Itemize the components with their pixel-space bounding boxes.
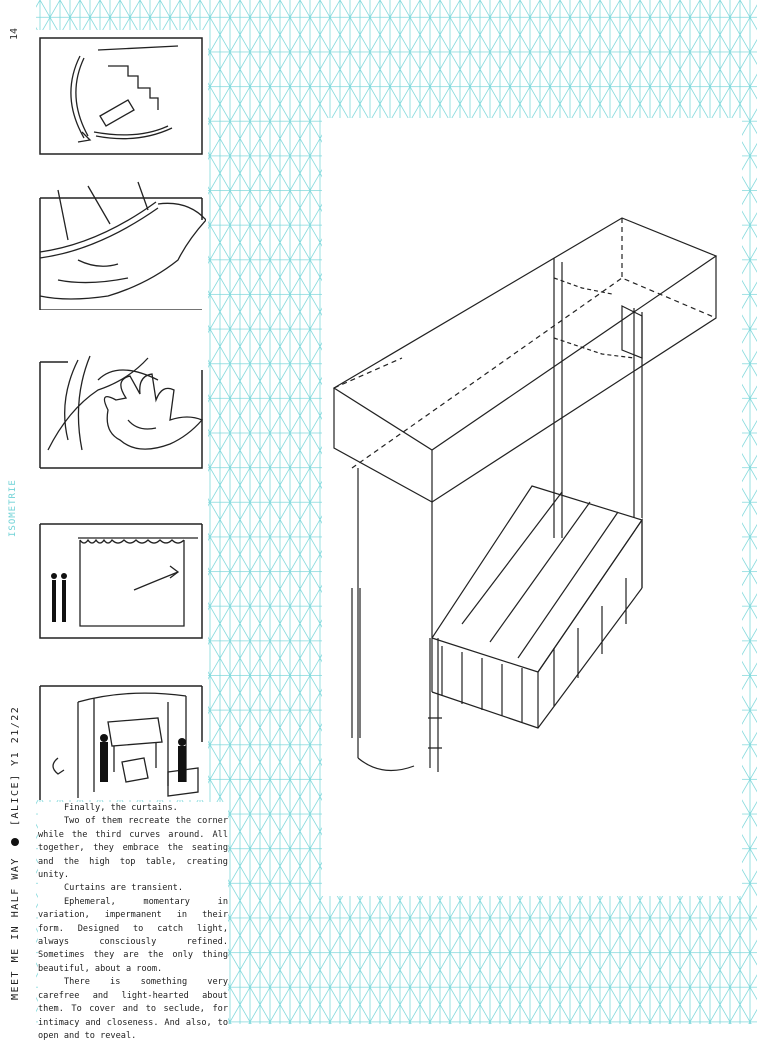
hanging-curtain-sketch [38,510,206,640]
side-running-title [10,706,21,1000]
isometric-drawing-panel [322,118,742,896]
caption-line: Ephemeral, momentary in variation, impermanent in their form. Designed to catch light, always consciously refined. Sometimes they are the only thing beautiful, about a room. [38,896,228,974]
curtain-rail-sketch [38,180,206,310]
curve-corner-sketch [38,36,206,156]
caption-line: Curtains are transient. [64,883,183,894]
side-year: Y1 21/22 [10,705,21,766]
bullet-dot-icon [11,838,19,846]
section-tag: ISOMETRIE [8,479,18,537]
hands-fabric-sketch [38,340,206,470]
caption-line: Two of them recreate the corner while the third curves around. All together, they embrace the seating and the high top table, creating unity. [38,816,228,881]
caption-text [38,802,228,1043]
side-author: [ALICE] [10,773,21,827]
sketch-column [36,30,208,800]
isometric-drawing [322,118,742,896]
side-title: MEET ME IN HALF WAY [10,857,21,1000]
caption-line: Finally, the curtains. [64,803,178,813]
page-number: 14 [9,27,20,40]
caption-line: There is something very carefree and light-hearted about them. To cover and to seclude, for intimacy and closeness. And also, to open and to reveal. [38,977,228,1041]
scene-sketch [38,682,206,802]
